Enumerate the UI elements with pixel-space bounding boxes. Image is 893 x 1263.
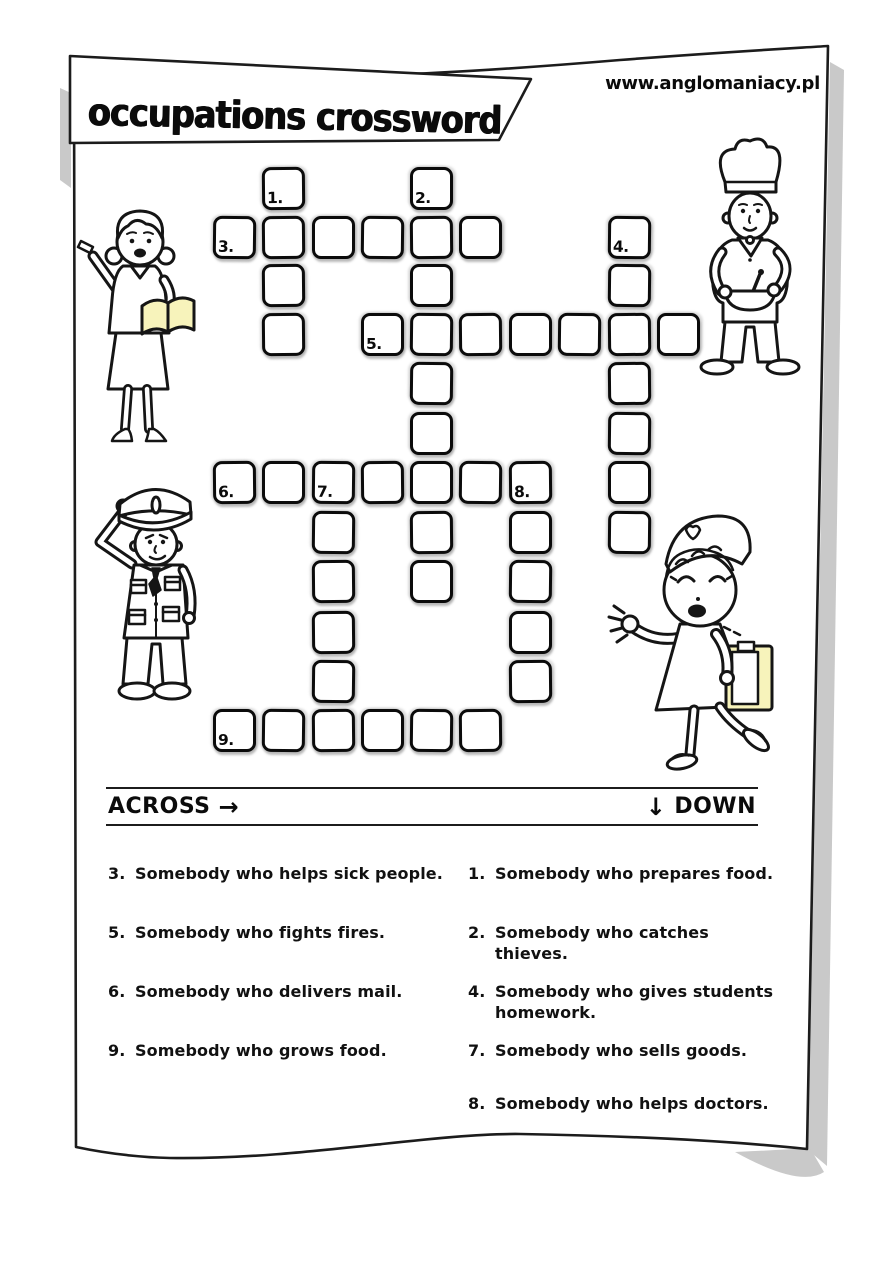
clue-number: 6. — [108, 982, 126, 1001]
cell-number: 3. — [217, 237, 234, 256]
clue-text: Somebody who sells goods. — [495, 1041, 748, 1060]
right-arrow-icon: → — [218, 792, 240, 821]
cell-number: 2. — [415, 189, 431, 207]
clue-text: Somebody who grows food. — [135, 1041, 387, 1060]
clue-down-4 — [468, 981, 786, 1023]
clue-number: 3. — [108, 864, 126, 883]
clue-text: Somebody who fights fires. — [135, 923, 386, 942]
clue-number: 8. — [468, 1094, 486, 1113]
clue-down-2 — [468, 922, 786, 964]
clue-text: Somebody who catches thieves. — [495, 923, 709, 963]
down-arrow-icon: ↓ — [645, 792, 667, 821]
clue-across-3 — [108, 863, 458, 884]
clue-down-8 — [468, 1093, 786, 1114]
website-url: www.anglomaniacy.pl — [605, 73, 820, 94]
clue-text: Somebody who gives students homework. — [495, 982, 774, 1022]
clue-text: Somebody who helps sick people. — [135, 864, 443, 883]
cell-number: 8. — [514, 483, 530, 502]
clue-number: 5. — [108, 923, 126, 942]
clue-text: Somebody who delivers mail. — [135, 982, 403, 1001]
cell-number: 9. — [218, 731, 234, 749]
clue-down-1 — [468, 863, 786, 884]
cell-number: 7. — [316, 482, 333, 501]
cell-number: 6. — [218, 483, 234, 502]
page-title: occupations crossword — [87, 90, 502, 143]
clue-text: Somebody who helps doctors. — [495, 1094, 769, 1113]
clue-across-6 — [108, 981, 458, 1002]
clue-across-9 — [108, 1040, 458, 1061]
clue-number: 7. — [468, 1041, 486, 1060]
cell-number: 5. — [366, 335, 382, 353]
clue-text: Somebody who prepares food. — [495, 864, 774, 883]
clue-across-5 — [108, 922, 458, 943]
down-label: DOWN — [674, 794, 756, 819]
cell-number: 4. — [612, 237, 629, 256]
clue-down-7 — [468, 1040, 786, 1061]
across-label: ACROSS — [108, 794, 211, 819]
clue-number: 4. — [468, 982, 486, 1001]
clue-number: 2. — [468, 923, 486, 942]
clue-number: 1. — [468, 864, 486, 883]
clue-number: 9. — [108, 1041, 126, 1060]
cell-number: 1. — [267, 189, 283, 208]
